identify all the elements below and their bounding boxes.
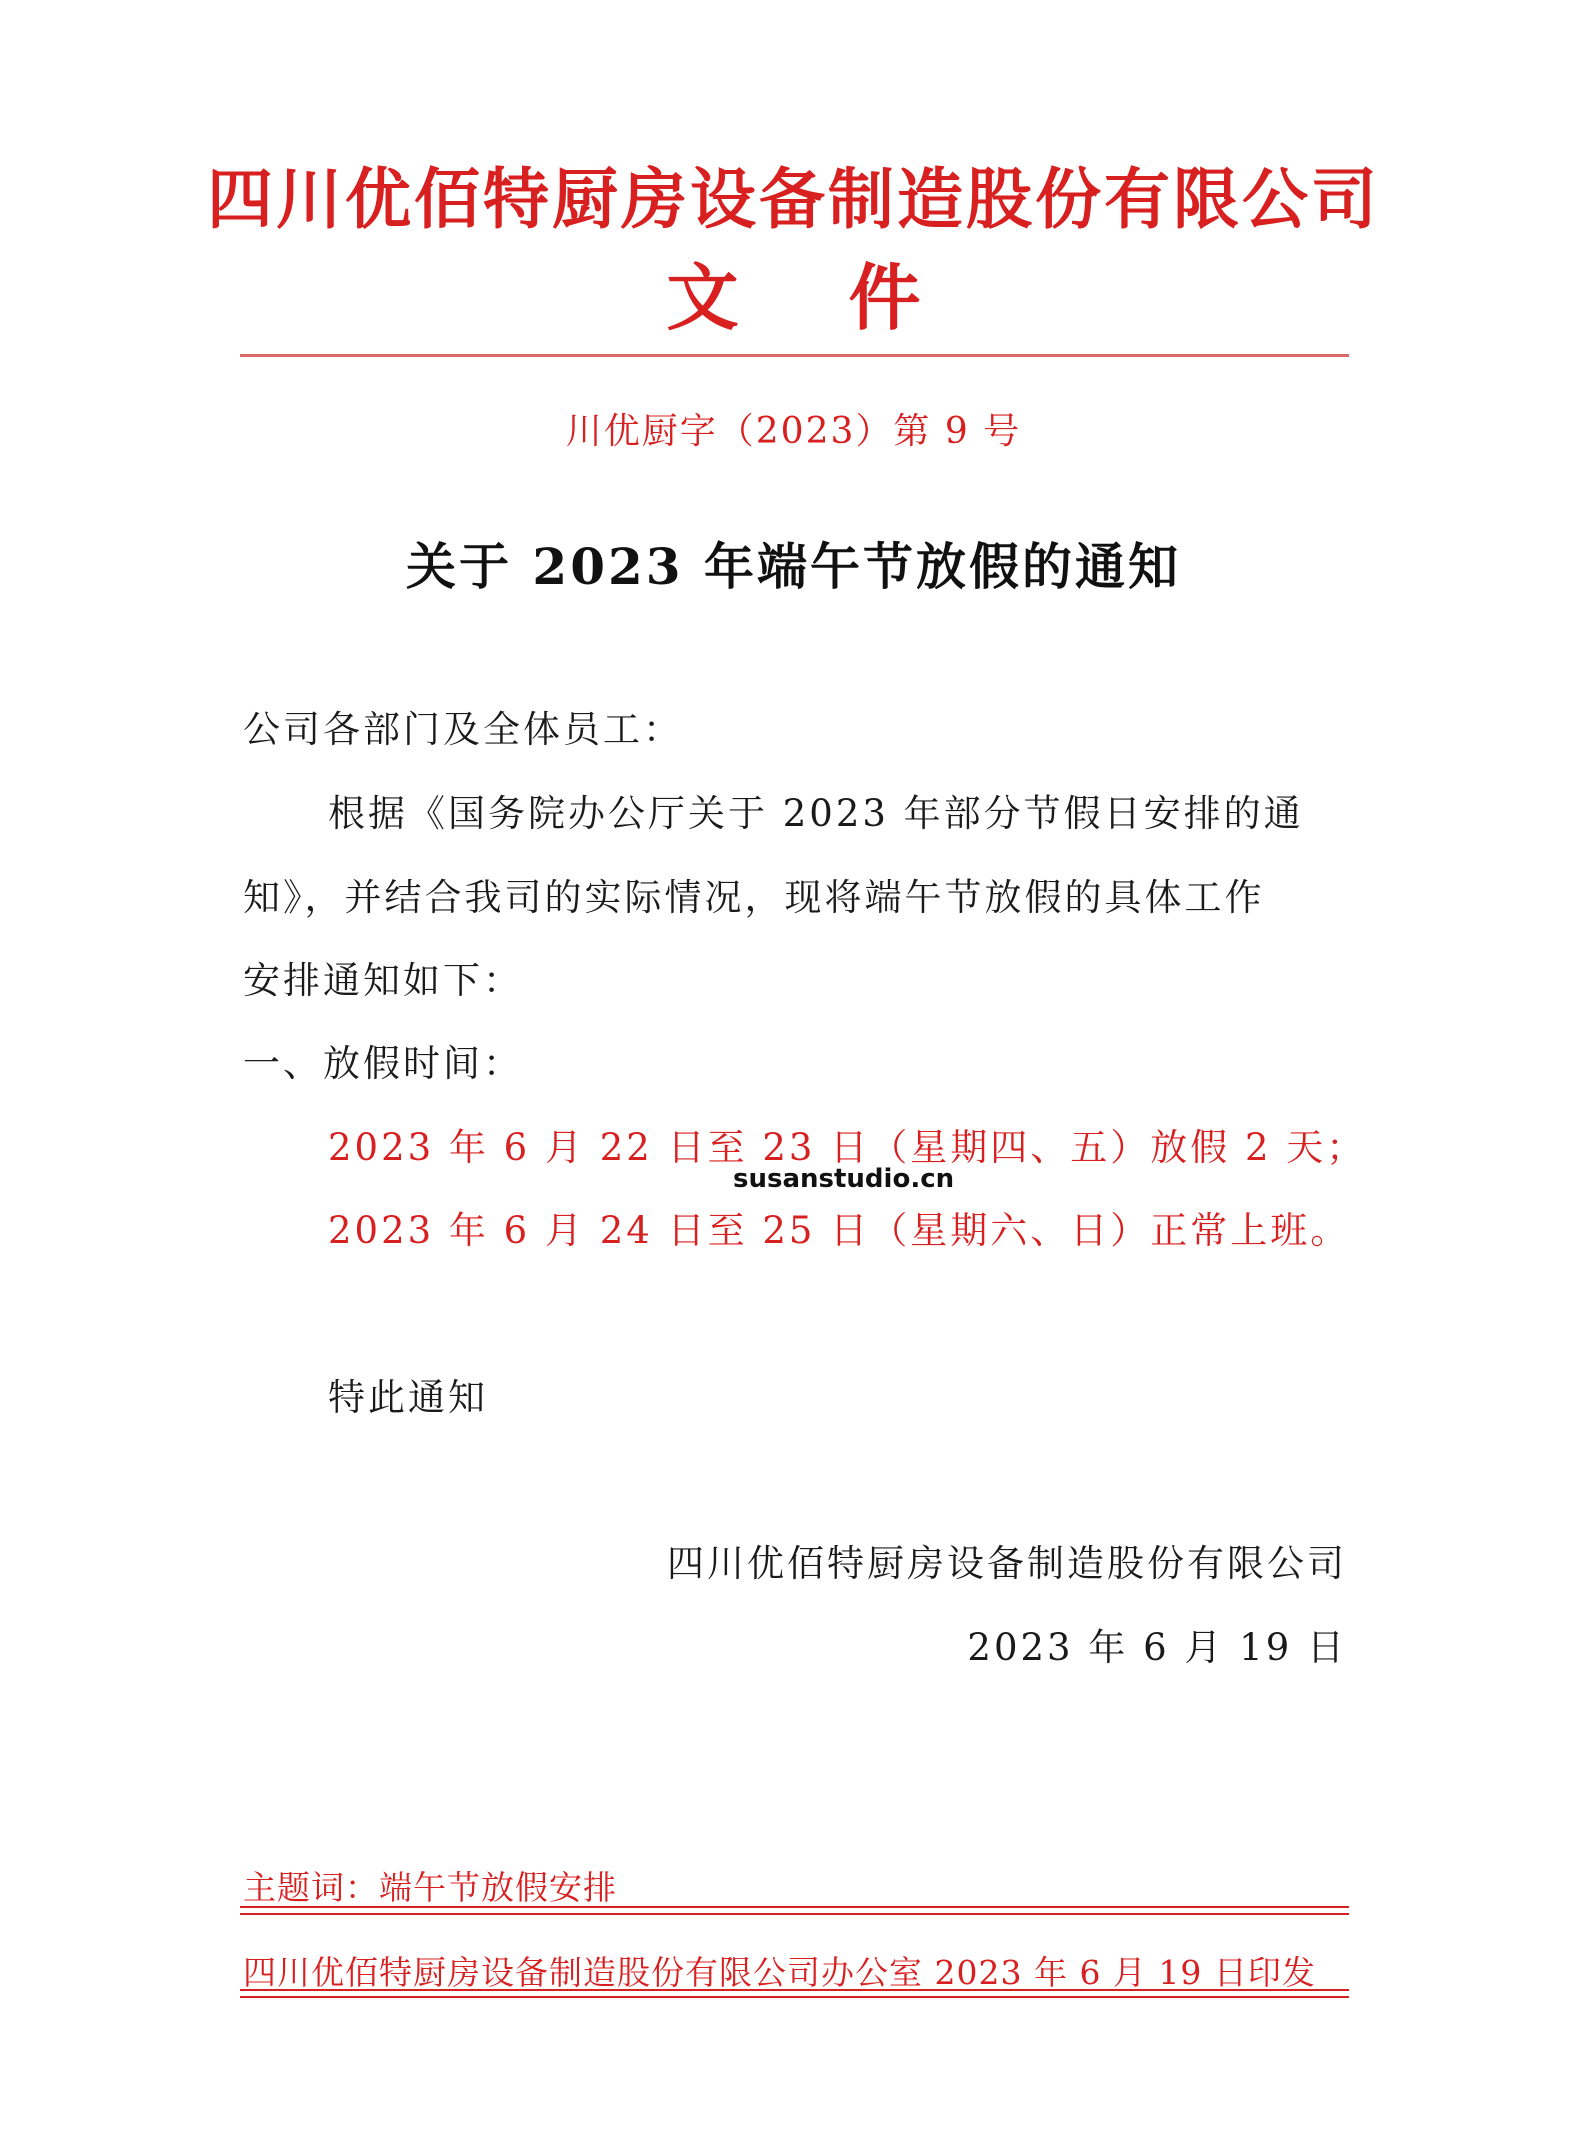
signature-company: 四川优佰特厨房设备制造股份有限公司 xyxy=(667,1542,1347,1585)
footer-keywords: 主题词：端午节放假安排 xyxy=(243,1868,617,1907)
header-divider xyxy=(240,354,1349,357)
header-document-type: 文件 xyxy=(666,256,1031,340)
footer-printed-by: 四川优佰特厨房设备制造股份有限公司办公室 2023 年 6 月 19 日印发 xyxy=(243,1953,1316,1992)
footer-divider xyxy=(240,1989,1349,1991)
document-title: 关于 2023 年端午节放假的通知 xyxy=(406,537,1181,596)
footer-divider xyxy=(240,1913,1349,1915)
footer-divider xyxy=(240,1906,1349,1908)
document-number: 川优厨字（2023）第 9 号 xyxy=(565,411,1022,452)
closing-text: 特此通知 xyxy=(328,1376,488,1419)
footer-divider xyxy=(240,1996,1349,1998)
workday-schedule-line: 2023 年 6 月 24 日至 25 日（星期六、日）正常上班。 xyxy=(328,1209,1351,1252)
watermark: susanstudio.cn xyxy=(733,1164,955,1194)
section-heading: 一、放假时间： xyxy=(243,1042,523,1085)
holiday-schedule-line: 2023 年 6 月 22 日至 23 日（星期四、五）放假 2 天； xyxy=(328,1126,1367,1169)
body-line-3: 安排通知如下： xyxy=(243,959,523,1002)
body-line-2: 知》，并结合我司的实际情况，现将端午节放假的具体工作 xyxy=(243,876,1265,919)
signature-date: 2023 年 6 月 19 日 xyxy=(967,1626,1347,1669)
header-company-name: 四川优佰特厨房设备制造股份有限公司 xyxy=(207,161,1380,238)
salutation: 公司各部门及全体员工： xyxy=(243,708,683,751)
body-line-1: 根据《国务院办公厅关于 2023 年部分节假日安排的通 xyxy=(328,792,1304,835)
